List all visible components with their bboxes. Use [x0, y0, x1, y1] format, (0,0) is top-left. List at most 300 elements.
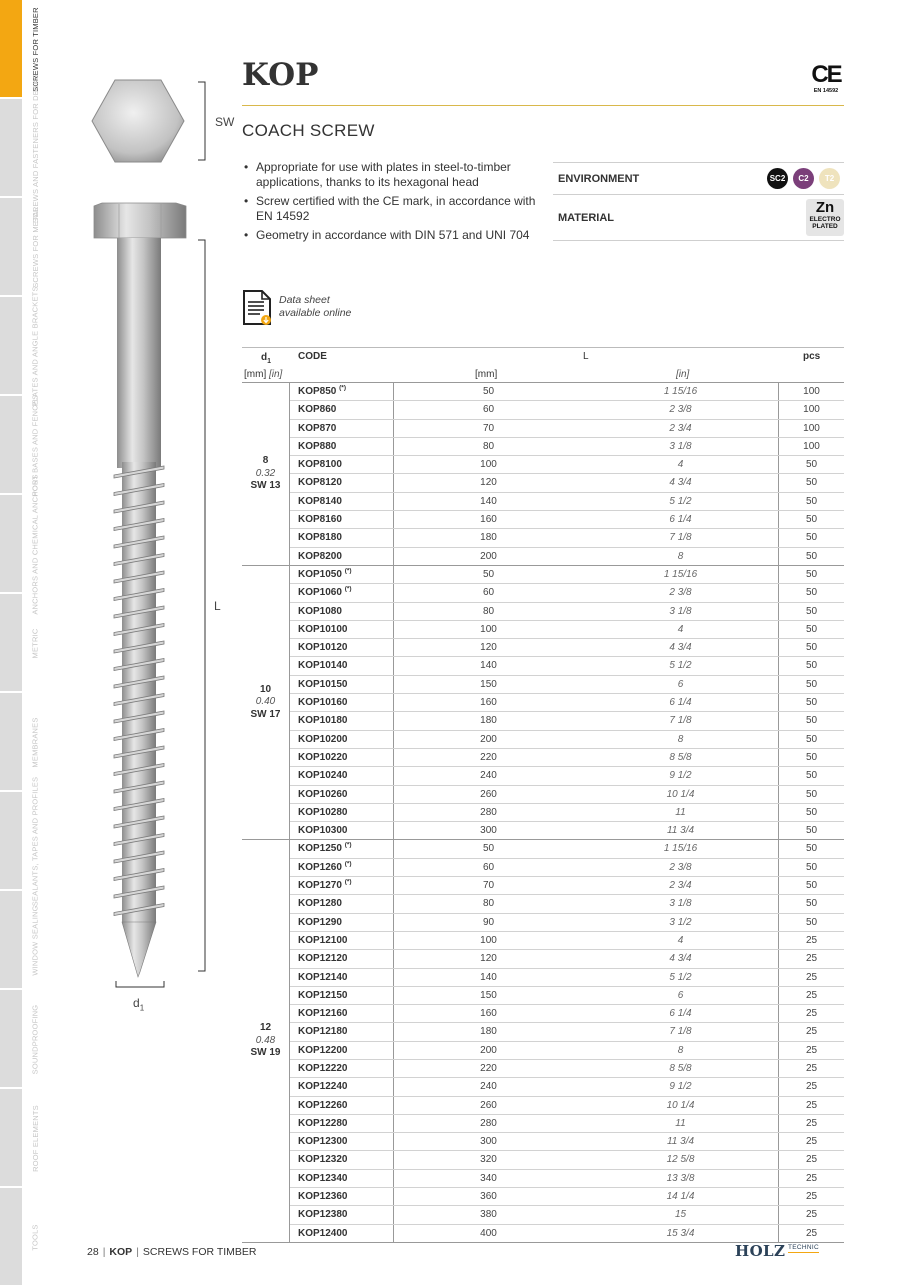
product-code: KOP12150 — [298, 989, 348, 1001]
cell-length-in: 2 3/8 — [583, 401, 779, 418]
cell-length-mm: 50 — [482, 843, 495, 855]
header-length: L — [583, 351, 589, 362]
cell-length-in: 4 — [583, 932, 779, 949]
cell-length-in: 13 3/8 — [583, 1170, 779, 1187]
cell-code — [290, 420, 394, 437]
cell-length-mm: 300 — [480, 825, 497, 837]
page-footer — [87, 1246, 256, 1258]
cell-length-in: 8 — [583, 731, 779, 748]
cell-length-in: 12 5/8 — [583, 1151, 779, 1168]
l-label: L — [214, 599, 221, 613]
cell-length-in: 7 1/8 — [583, 712, 779, 729]
cell-pcs: 25 — [805, 1099, 818, 1111]
group-d1-mm: 8 — [262, 455, 269, 467]
sidebar-tab[interactable] — [0, 891, 80, 990]
cell-length-in: 2 3/4 — [583, 420, 779, 437]
d1-label — [133, 996, 144, 1012]
table-row — [290, 895, 844, 913]
table-row — [290, 383, 844, 401]
cell-pcs: 25 — [805, 1191, 818, 1203]
material-label: MATERIAL — [558, 212, 615, 224]
sidebar-tab[interactable] — [0, 396, 80, 495]
cell-length-in: 10 1/4 — [583, 1097, 779, 1114]
cell-length-mm: 70 — [482, 880, 495, 892]
table-row — [290, 676, 844, 694]
cell-length-in: 8 5/8 — [583, 749, 779, 766]
cell-code — [290, 1115, 394, 1132]
sidebar-tab[interactable] — [0, 286, 80, 407]
cell-length-mm: 240 — [480, 770, 497, 782]
cell-code — [290, 1206, 394, 1223]
cell-code — [290, 767, 394, 784]
diameter-group — [242, 566, 844, 840]
cell-length-in: 6 — [583, 987, 779, 1004]
table-row — [290, 529, 844, 547]
cell-length-in: 10 1/4 — [583, 786, 779, 803]
cell-pcs: 25 — [805, 989, 818, 1001]
group-d1-mm: 12 — [259, 1022, 272, 1034]
sidebar-tab-bar — [0, 1089, 22, 1186]
product-code: KOP10120 — [298, 642, 348, 654]
table-row — [290, 511, 844, 529]
product-code: KOP10180 — [298, 715, 348, 727]
sidebar-tab[interactable] — [0, 594, 80, 693]
sidebar-tab[interactable] — [0, 1188, 80, 1287]
sidebar-tab-label: TOOLS — [30, 1224, 40, 1251]
d1-dimension-line — [116, 981, 164, 987]
cell-code — [290, 603, 394, 620]
product-code: KOP1260 — [298, 861, 342, 873]
sidebar-tab-bar — [0, 594, 22, 691]
environment-row — [553, 162, 844, 194]
cell-code — [290, 621, 394, 638]
product-code: KOP10220 — [298, 751, 348, 763]
diameter-group — [242, 383, 844, 566]
cell-length-in: 5 1/2 — [583, 969, 779, 986]
sidebar-tab-bar — [0, 99, 22, 196]
product-code: KOP850 — [298, 386, 337, 397]
cell-length-mm: 140 — [480, 495, 497, 507]
product-code: KOP10140 — [298, 660, 348, 672]
product-code: KOP10260 — [298, 788, 348, 800]
ce-standard: EN 14592 — [813, 88, 839, 94]
table-row — [290, 584, 844, 602]
cell-pcs: 25 — [805, 1136, 818, 1148]
sidebar-tab-label-wrap — [24, 1188, 46, 1287]
cell-pcs: 50 — [805, 898, 818, 910]
table-row — [290, 822, 844, 839]
cell-code — [290, 914, 394, 931]
table-row — [290, 456, 844, 474]
product-code: KOP10100 — [298, 623, 348, 635]
sidebar-tab-label-wrap — [24, 891, 46, 990]
header-d1-in: [in] — [269, 369, 283, 380]
sidebar-tab-bar — [0, 198, 22, 295]
table-row — [290, 621, 844, 639]
footnote-mark: (*) — [339, 384, 346, 392]
coach-screw-drawing — [84, 72, 214, 992]
table-row — [290, 1097, 844, 1115]
product-code: KOP12120 — [298, 953, 348, 965]
cell-length-mm: 380 — [480, 1209, 497, 1221]
cell-pcs: 50 — [805, 568, 818, 580]
cell-code — [290, 1188, 394, 1205]
sidebar-tab[interactable] — [0, 990, 80, 1089]
sidebar-tab[interactable] — [0, 74, 80, 223]
sidebar-tab-bar — [0, 297, 22, 394]
cell-length-in: 8 5/8 — [583, 1060, 779, 1077]
cell-code — [290, 1151, 394, 1168]
env-badge-t2: T2 — [819, 168, 840, 189]
cell-length-in: 4 — [583, 621, 779, 638]
cell-pcs: 50 — [805, 697, 818, 709]
cell-pcs: 100 — [803, 440, 820, 452]
material-sub: ELECTRO PLATED — [809, 216, 841, 230]
cell-length-in: 3 1/2 — [583, 914, 779, 931]
table-row — [290, 639, 844, 657]
cell-length-in: 8 — [583, 548, 779, 565]
product-code: KOP12380 — [298, 1209, 348, 1221]
product-code: KOP880 — [298, 440, 337, 452]
cell-code — [290, 731, 394, 748]
group-sw: SW 13 — [250, 480, 281, 492]
cell-length-in: 2 3/8 — [583, 584, 779, 601]
cell-pcs: 50 — [805, 459, 818, 471]
cell-length-in: 9 1/2 — [583, 1078, 779, 1095]
cell-length-mm: 180 — [480, 715, 497, 727]
table-row — [290, 1078, 844, 1096]
hex-head-top-view — [92, 80, 184, 162]
product-code: KOP12300 — [298, 1136, 348, 1148]
cell-length-mm: 80 — [482, 898, 495, 910]
cell-pcs: 25 — [805, 953, 818, 965]
cell-pcs: 25 — [805, 1227, 818, 1239]
cell-code — [290, 511, 394, 528]
sidebar-tab[interactable] — [0, 198, 80, 297]
header-code: CODE — [298, 351, 327, 362]
product-code: KOP12280 — [298, 1117, 348, 1129]
cell-code — [290, 639, 394, 656]
properties-box — [553, 162, 844, 241]
cell-pcs: 50 — [805, 715, 818, 727]
group-sw: SW 19 — [250, 1047, 281, 1059]
cell-code — [290, 493, 394, 510]
sidebar-tab[interactable] — [0, 1089, 80, 1188]
cell-pcs: 25 — [805, 934, 818, 946]
sidebar-tab[interactable] — [0, 0, 80, 99]
cell-code — [290, 694, 394, 711]
product-code: KOP10300 — [298, 825, 348, 837]
cell-length-in: 6 1/4 — [583, 1005, 779, 1022]
header-pcs: pcs — [803, 351, 821, 362]
table-row — [290, 401, 844, 419]
cell-pcs: 50 — [805, 861, 818, 873]
table-row — [290, 950, 844, 968]
feature-item: • Screw certified with the CE mark, in accordance with EN 14592 — [242, 194, 542, 224]
product-code: KOP10240 — [298, 770, 348, 782]
product-code: KOP1290 — [298, 916, 342, 928]
header-l-mm: [mm] — [475, 369, 498, 380]
l-dimension-line — [198, 240, 205, 971]
cell-pcs: 25 — [805, 1209, 818, 1221]
cell-length-in: 4 3/4 — [583, 474, 779, 491]
cell-length-mm: 150 — [480, 989, 497, 1001]
cell-code — [290, 676, 394, 693]
cell-pcs: 50 — [805, 605, 818, 617]
sidebar-tab-bar — [0, 495, 22, 592]
product-code: KOP12260 — [298, 1099, 348, 1111]
sidebar-tab[interactable] — [0, 776, 80, 907]
table-row — [290, 969, 844, 987]
cell-length-in: 11 3/4 — [583, 1133, 779, 1150]
cell-pcs: 50 — [805, 477, 818, 489]
page-title: KOP — [242, 57, 319, 93]
header-d1-text: d — [261, 352, 268, 363]
cell-code — [290, 383, 394, 400]
cell-length-mm: 280 — [480, 806, 497, 818]
sidebar-tab-label: ANCHORS AND CHEMICAL ANCHORS — [30, 474, 40, 615]
datasheet-link[interactable] — [242, 289, 392, 329]
ce-mark-symbol: CE — [811, 61, 841, 88]
cell-code — [290, 657, 394, 674]
cell-pcs: 25 — [805, 1044, 818, 1056]
table-row — [290, 566, 844, 584]
cell-length-mm: 50 — [482, 386, 495, 397]
cell-pcs: 25 — [805, 971, 818, 983]
sidebar-tab-label-wrap — [24, 594, 46, 693]
page-number: 28 — [87, 1246, 99, 1258]
cell-length-in: 4 3/4 — [583, 639, 779, 656]
cell-pcs: 50 — [805, 642, 818, 654]
group-rows — [290, 383, 844, 565]
table-row — [290, 474, 844, 492]
table-row — [290, 603, 844, 621]
cell-pcs: 25 — [805, 1172, 818, 1184]
diameter-group — [242, 840, 844, 1242]
product-code: KOP12340 — [298, 1172, 348, 1184]
table-row — [290, 1225, 844, 1242]
table-row — [290, 804, 844, 822]
table-row — [290, 914, 844, 932]
table-row — [290, 1151, 844, 1169]
cell-length-mm: 360 — [480, 1191, 497, 1203]
group-d1-in: 0.40 — [255, 696, 276, 708]
table-row — [290, 1133, 844, 1151]
feature-item: • Geometry in accordance with DIN 571 and UNI 704 — [242, 228, 542, 243]
cell-pcs: 50 — [805, 825, 818, 837]
footer-separator: | — [102, 1246, 106, 1258]
product-code: KOP8160 — [298, 514, 342, 526]
header-d1 — [261, 352, 271, 365]
cell-pcs: 50 — [805, 495, 818, 507]
cell-pcs: 25 — [805, 1008, 818, 1020]
cell-length-mm: 280 — [480, 1117, 497, 1129]
product-table — [242, 382, 844, 1243]
sw-dimension-line — [198, 82, 205, 160]
product-code: KOP12100 — [298, 934, 348, 946]
product-code: KOP12180 — [298, 1026, 348, 1038]
cell-pcs: 25 — [805, 1117, 818, 1129]
group-diameter-cell — [242, 566, 290, 839]
group-diameter-cell — [242, 840, 290, 1242]
table-row — [290, 548, 844, 565]
table-row — [290, 1042, 844, 1060]
sidebar-tab-label-wrap — [24, 286, 46, 407]
cell-code — [290, 749, 394, 766]
footnote-mark: (*) — [344, 585, 352, 593]
cell-length-in: 11 — [583, 1115, 779, 1132]
cell-code — [290, 438, 394, 455]
brand-suffix: TECHNIC — [788, 1244, 819, 1251]
table-row — [290, 420, 844, 438]
cell-length-in: 11 — [583, 804, 779, 821]
cell-pcs: 50 — [805, 843, 818, 855]
cell-length-mm: 60 — [482, 861, 495, 873]
footnote-mark: (*) — [344, 860, 352, 868]
cell-length-in: 3 1/8 — [583, 438, 779, 455]
sidebar-tab-bar — [0, 0, 22, 97]
cell-pcs: 50 — [805, 751, 818, 763]
product-code: KOP870 — [298, 422, 337, 434]
cell-code — [290, 529, 394, 546]
product-code: KOP8200 — [298, 550, 342, 562]
table-row — [290, 877, 844, 895]
table-row — [290, 1023, 844, 1041]
cell-length-mm: 70 — [482, 422, 495, 434]
table-row — [290, 731, 844, 749]
cell-length-in: 6 1/4 — [583, 511, 779, 528]
cell-length-mm: 80 — [482, 605, 495, 617]
title-divider — [242, 105, 844, 106]
cell-pcs: 50 — [805, 880, 818, 892]
cell-length-mm: 200 — [480, 1044, 497, 1056]
cell-length-in: 1 15/16 — [583, 566, 779, 583]
cell-pcs: 50 — [805, 916, 818, 928]
cell-length-mm: 160 — [480, 1008, 497, 1020]
cell-length-mm: 220 — [480, 1062, 497, 1074]
cell-length-mm: 60 — [482, 404, 495, 416]
footer-product: KOP — [109, 1246, 133, 1258]
cell-length-mm: 60 — [482, 587, 495, 599]
product-code: KOP860 — [298, 404, 337, 416]
table-row — [290, 749, 844, 767]
cell-code — [290, 456, 394, 473]
cell-length-in: 4 3/4 — [583, 950, 779, 967]
cell-length-mm: 120 — [480, 642, 497, 654]
feature-list — [242, 160, 542, 247]
cell-length-mm: 200 — [480, 550, 497, 562]
cell-length-mm: 150 — [480, 678, 497, 690]
sidebar-tab[interactable] — [0, 693, 80, 792]
screw-tip — [122, 922, 156, 977]
group-rows — [290, 840, 844, 1242]
cell-code — [290, 950, 394, 967]
cell-length-mm: 140 — [480, 971, 497, 983]
cell-length-in: 8 — [583, 1042, 779, 1059]
sidebar-tab-label-wrap — [24, 198, 46, 297]
sidebar-tab[interactable] — [0, 474, 80, 615]
product-code: KOP1060 — [298, 587, 342, 599]
cell-code — [290, 895, 394, 912]
product-code: KOP8140 — [298, 495, 342, 507]
cell-pcs: 50 — [805, 514, 818, 526]
cell-length-mm: 120 — [480, 953, 497, 965]
product-code: KOP12160 — [298, 1008, 348, 1020]
cell-length-in: 7 1/8 — [583, 529, 779, 546]
material-symbol: Zn — [815, 199, 835, 216]
cell-code — [290, 584, 394, 601]
sidebar-tab-label: PLATES AND ANGLE BRACKETS — [30, 286, 40, 407]
product-code: KOP10160 — [298, 697, 348, 709]
product-code: KOP1280 — [298, 898, 342, 910]
sidebar-tab-label-wrap — [24, 1089, 46, 1188]
table-row — [290, 1115, 844, 1133]
table-row — [290, 1060, 844, 1078]
ce-mark-logo — [806, 61, 846, 94]
cell-length-mm: 100 — [480, 459, 497, 471]
header-d1-units — [244, 369, 282, 380]
cell-code — [290, 1133, 394, 1150]
cell-length-mm: 100 — [480, 934, 497, 946]
cell-length-mm: 90 — [482, 916, 495, 928]
environment-label: ENVIRONMENT — [558, 173, 640, 185]
cell-length-mm: 50 — [482, 568, 495, 580]
cell-length-mm: 180 — [480, 1026, 497, 1038]
cell-length-in: 3 1/8 — [583, 895, 779, 912]
sidebar-tab-bar — [0, 396, 22, 493]
cell-pcs: 100 — [803, 422, 820, 434]
product-code: KOP10280 — [298, 806, 348, 818]
cell-length-in: 5 1/2 — [583, 657, 779, 674]
section-sidebar — [0, 0, 80, 1287]
footnote-mark: (*) — [344, 842, 352, 850]
cell-pcs: 50 — [805, 587, 818, 599]
cell-code — [290, 840, 394, 857]
cell-pcs: 50 — [805, 733, 818, 745]
cell-code — [290, 859, 394, 876]
table-row — [290, 657, 844, 675]
cell-length-in: 11 3/4 — [583, 822, 779, 839]
cell-length-mm: 200 — [480, 733, 497, 745]
sidebar-tab-bar — [0, 792, 22, 889]
header-d1-mm: [mm] — [244, 369, 267, 380]
cell-code — [290, 969, 394, 986]
datasheet-line1: Data sheet — [279, 294, 330, 306]
sidebar-tab-label-wrap — [24, 776, 46, 907]
group-d1-in: 0.32 — [255, 467, 276, 479]
cell-code — [290, 1023, 394, 1040]
material-row — [553, 194, 844, 241]
group-d1-mm: 10 — [259, 683, 272, 695]
product-code: KOP12220 — [298, 1062, 348, 1074]
cell-code — [290, 1078, 394, 1095]
d1-label-text: d — [133, 996, 140, 1010]
cell-length-mm: 240 — [480, 1081, 497, 1093]
footnote-mark: (*) — [344, 567, 352, 575]
cell-length-mm: 80 — [482, 440, 495, 452]
cell-length-mm: 160 — [480, 514, 497, 526]
product-subtitle: COACH SCREW — [242, 121, 375, 140]
cell-pcs: 50 — [805, 623, 818, 635]
table-header — [242, 347, 844, 384]
datasheet-line2: available online — [279, 307, 352, 319]
group-rows — [290, 566, 844, 839]
sidebar-tab-label-wrap — [24, 74, 46, 223]
sidebar-tab-bar — [0, 1188, 22, 1285]
cell-code — [290, 548, 394, 565]
cell-code — [290, 1005, 394, 1022]
table-row — [290, 438, 844, 456]
